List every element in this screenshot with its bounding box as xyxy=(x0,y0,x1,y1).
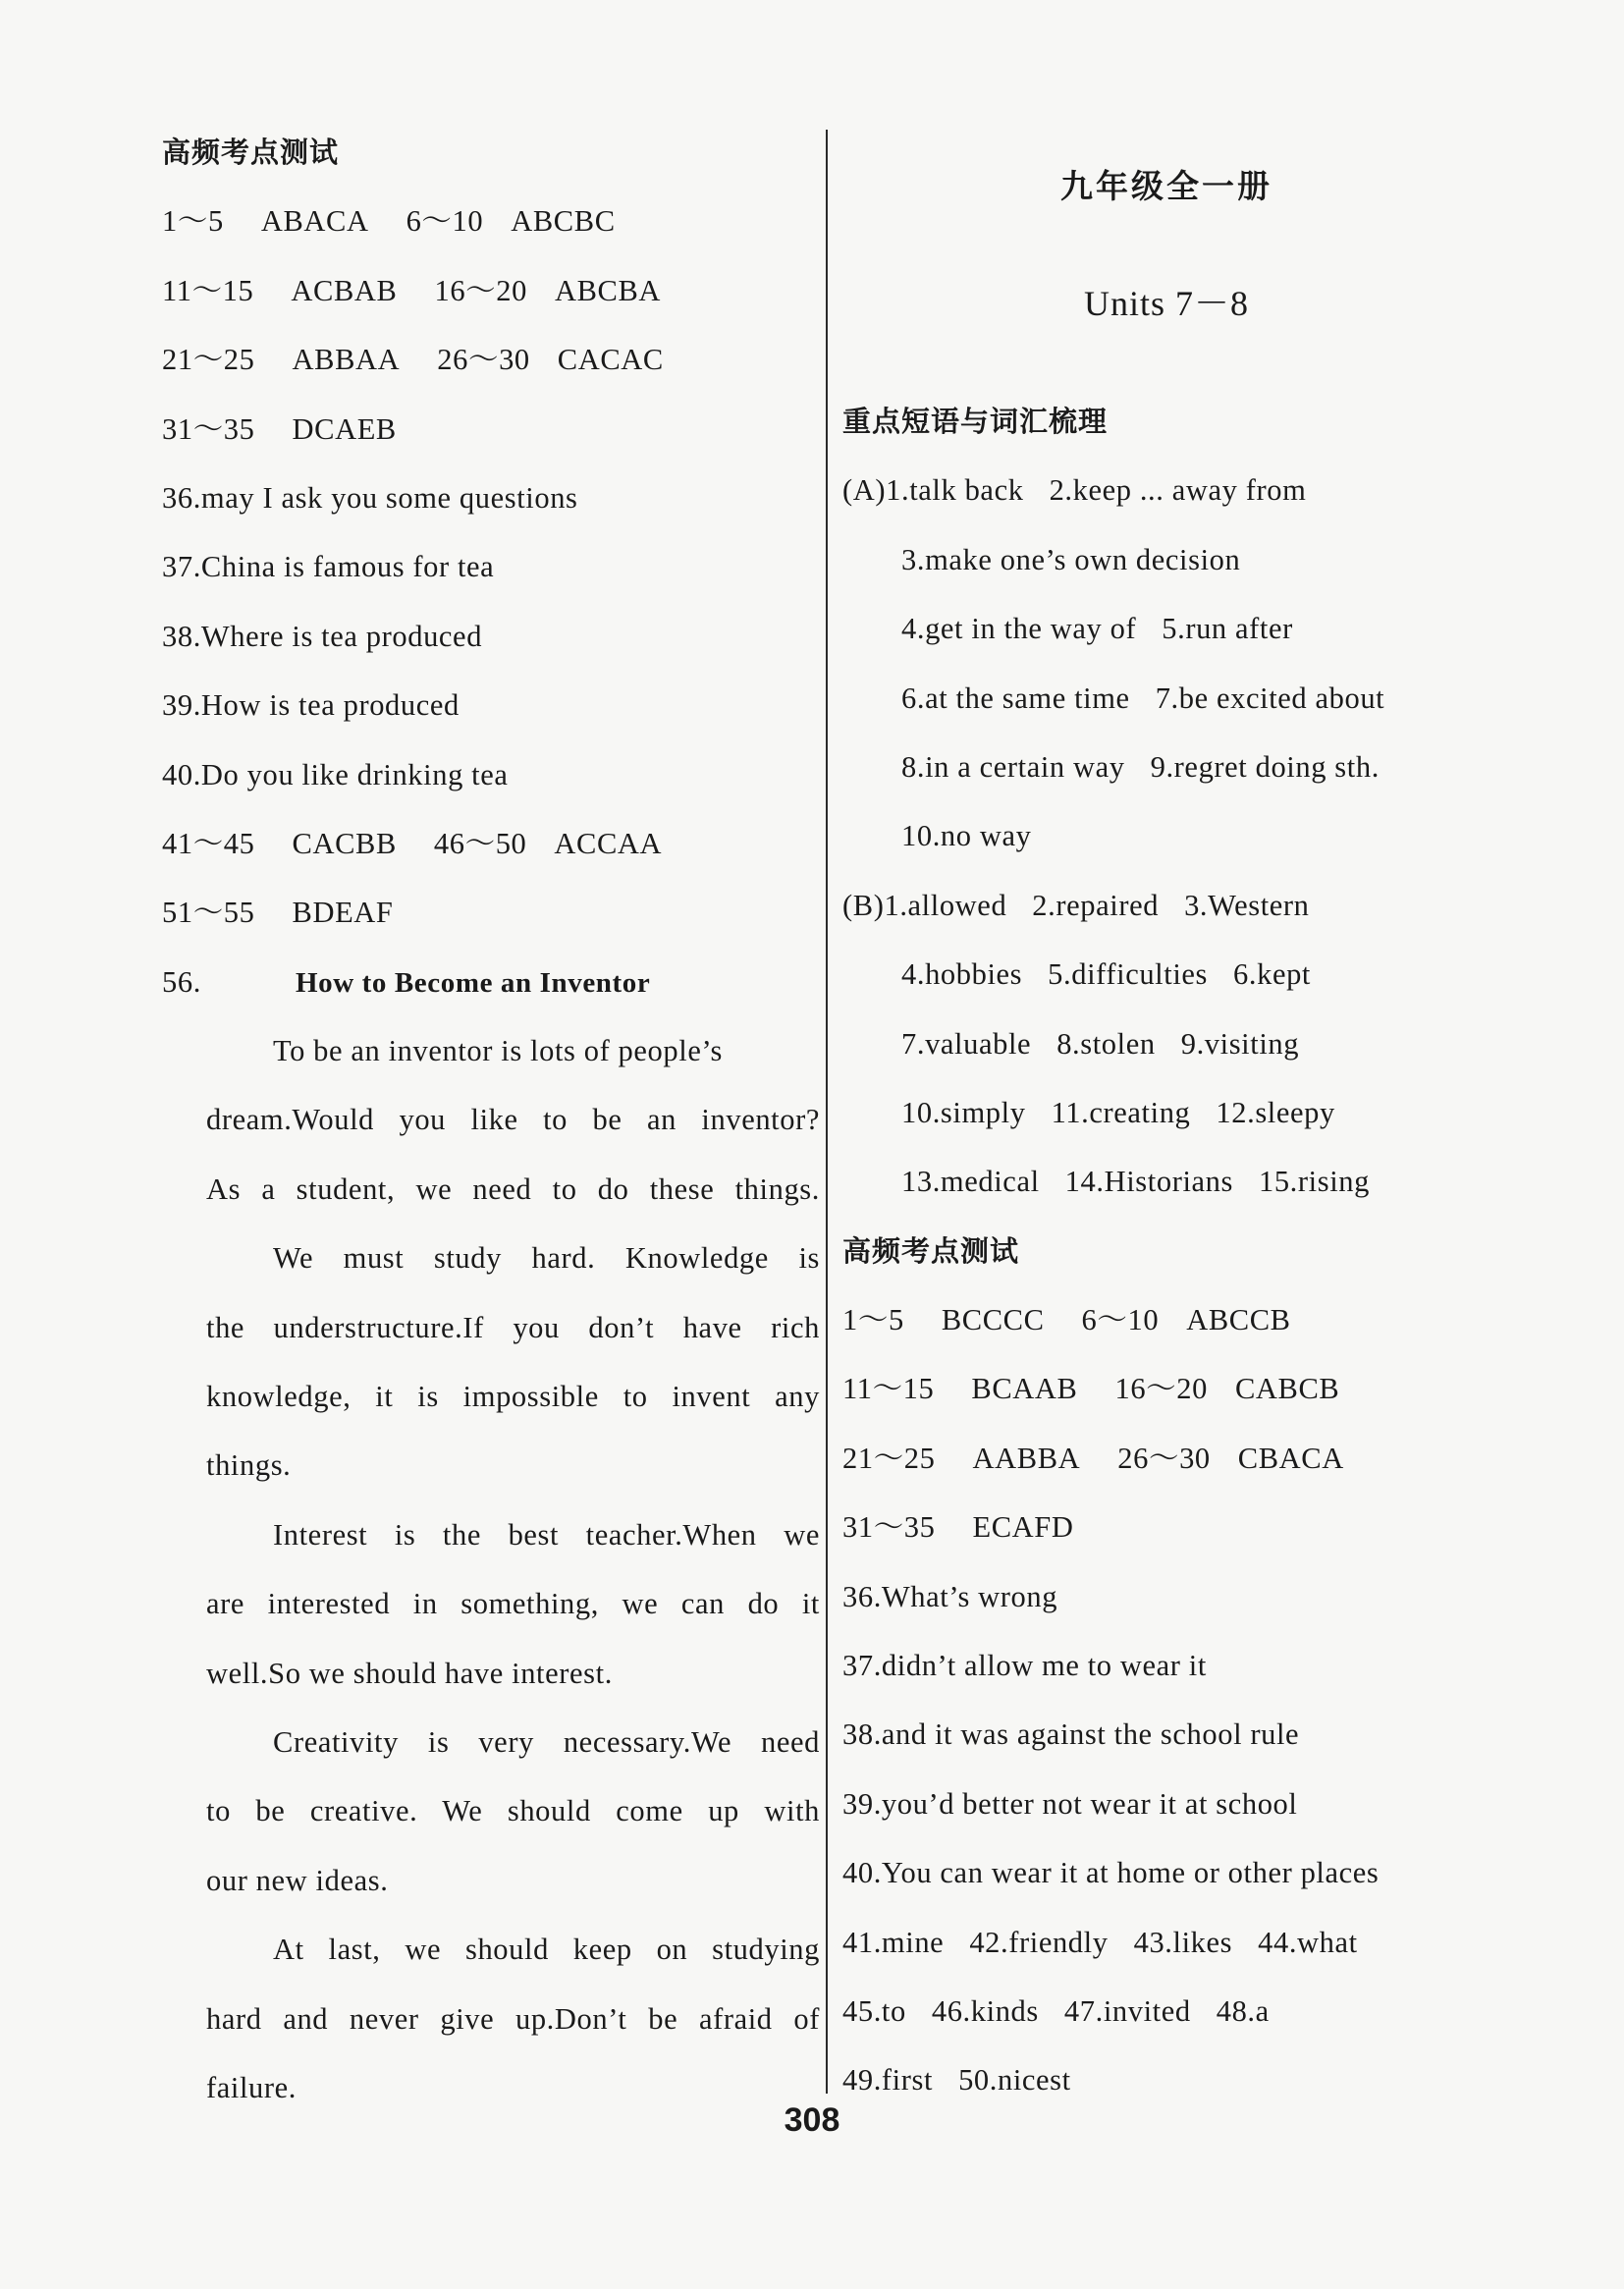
essay-line: hard and never give up.Don’t be afraid of xyxy=(206,2001,820,2036)
part-label: (A) xyxy=(842,473,887,508)
answer-row xyxy=(842,1493,1490,1561)
answer-letters: ABBAA xyxy=(292,343,401,377)
answer-range: 21～25 xyxy=(842,1441,936,1475)
essay-line: To be an inventor is lots of people’s xyxy=(273,1034,724,1068)
essay-line: At last, we should keep on studying xyxy=(273,1933,820,1967)
word-item: 12.sleepy xyxy=(1216,1095,1335,1129)
answer-row xyxy=(162,187,820,255)
answer-letters: ABCCB xyxy=(1186,1303,1291,1337)
sentence-answer: 37.China is famous for tea xyxy=(162,550,495,584)
units-title: Units 7－8 xyxy=(1083,284,1249,323)
answer-range: 26～30 xyxy=(1117,1441,1211,1475)
essay-line: failure. xyxy=(206,2070,298,2104)
sentence-answer: 38.and it was against the school rule xyxy=(842,1717,1300,1752)
section-heading-test: 高频考点测试 xyxy=(842,1233,1020,1268)
phrase-row xyxy=(842,733,1490,801)
right-column xyxy=(842,118,1490,2115)
essay-line: our new ideas. xyxy=(206,1863,389,1897)
answer-row xyxy=(162,809,820,878)
sentence-answer: 36.What’s wrong xyxy=(842,1579,1058,1613)
word-answer: 46.kinds xyxy=(931,1993,1039,2028)
phrase-item: 4.get in the way of xyxy=(901,612,1137,646)
answer-range: 16～20 xyxy=(434,273,527,307)
answer-range: 46～50 xyxy=(433,826,527,860)
phrase-row xyxy=(842,664,1490,733)
page-number: 308 xyxy=(784,2101,840,2139)
answer-row xyxy=(842,1424,1490,1493)
answer-letters: DCAEB xyxy=(292,411,397,446)
word-answer: 41.mine xyxy=(842,1925,945,1959)
sentence-answer: 36.may I ask you some questions xyxy=(162,480,578,515)
word-item: 4.hobbies xyxy=(901,957,1023,992)
essay-line: to be creative. We should come up with xyxy=(206,1794,820,1828)
word-row xyxy=(842,1009,1490,1078)
word-item: 8.stolen xyxy=(1056,1026,1156,1061)
word-row xyxy=(842,871,1490,940)
answer-letters: BCCCC xyxy=(941,1303,1045,1337)
answer-letters: BDEAF xyxy=(292,896,394,930)
answer-letters: ECAFD xyxy=(972,1510,1074,1545)
answer-range: 41～45 xyxy=(162,826,255,860)
essay-line: things. xyxy=(206,1448,292,1483)
answer-row xyxy=(162,256,820,325)
phrase-row xyxy=(842,525,1490,594)
phrase-item: 3.make one’s own decision xyxy=(901,542,1241,576)
answer-letters: ABCBA xyxy=(554,273,662,307)
essay-line: We must study hard. Knowledge is xyxy=(273,1241,820,1276)
word-item: 13.medical xyxy=(901,1165,1040,1199)
essay-line: As a student, we need to do these things. xyxy=(206,1172,820,1206)
sentence-answer: 39.How is tea produced xyxy=(162,688,460,723)
essay-number: 56. xyxy=(162,964,201,999)
answer-range: 11～15 xyxy=(162,273,254,307)
word-item: 3.Western xyxy=(1184,888,1310,922)
left-column xyxy=(162,118,820,2122)
column-divider xyxy=(826,130,828,2094)
answer-letters: CBACA xyxy=(1237,1441,1344,1475)
word-answer-row xyxy=(842,1908,1490,1977)
answer-letters: ABACA xyxy=(260,204,369,239)
sentence-answer: 40.You can wear it at home or other places xyxy=(842,1856,1380,1890)
word-item: 10.simply xyxy=(901,1095,1026,1129)
answer-row xyxy=(162,395,820,463)
word-item: 6.kept xyxy=(1233,957,1312,992)
answer-range: 51～55 xyxy=(162,896,255,930)
answer-range: 1～5 xyxy=(842,1303,904,1337)
word-answer: 42.friendly xyxy=(969,1925,1109,1959)
sentence-answer: 37.didn’t allow me to wear it xyxy=(842,1649,1207,1683)
section-heading-test: 高频考点测试 xyxy=(162,136,340,169)
answer-letters: CABCB xyxy=(1234,1372,1340,1406)
word-answer-row xyxy=(842,1977,1490,2045)
answer-letters: ACBAB xyxy=(291,273,398,307)
essay-title-row xyxy=(162,948,820,1016)
sentence-answer: 39.you’d better not wear it at school xyxy=(842,1786,1298,1821)
sentence-answer: 38.Where is tea produced xyxy=(162,619,483,653)
phrase-item: 7.be excited about xyxy=(1155,681,1385,715)
phrase-item: 1.talk back xyxy=(886,473,1024,508)
word-item: 1.allowed xyxy=(884,888,1007,922)
section-heading-vocab: 重点短语与词汇梳理 xyxy=(842,405,1109,438)
answer-row xyxy=(162,878,820,947)
answer-row xyxy=(842,1285,1490,1354)
phrase-row xyxy=(842,594,1490,663)
answer-range: 26～30 xyxy=(437,343,530,377)
word-row xyxy=(842,940,1490,1008)
essay-line: the understructure.If you don’t have rich xyxy=(206,1310,820,1344)
word-answer: 47.invited xyxy=(1063,1993,1191,2028)
word-answer: 50.nicest xyxy=(958,2063,1071,2098)
word-item: 2.repaired xyxy=(1032,888,1160,922)
word-answer: 48.a xyxy=(1216,1993,1270,2028)
word-answer: 44.what xyxy=(1258,1925,1358,1959)
answer-letters: AABBA xyxy=(972,1441,1081,1475)
answer-range: 11～15 xyxy=(842,1372,935,1406)
essay-title: How to Become an Inventor xyxy=(296,966,651,999)
answer-letters: CACAC xyxy=(557,343,664,377)
phrase-item: 8.in a certain way xyxy=(901,749,1125,784)
word-item: 7.valuable xyxy=(901,1026,1032,1061)
word-answer: 49.first xyxy=(842,2063,934,2098)
word-item: 9.visiting xyxy=(1180,1026,1300,1061)
answer-letters: BCAAB xyxy=(971,1372,1078,1406)
essay-line: knowledge, it is impossible to invent any xyxy=(206,1380,820,1414)
essay-line: Creativity is very necessary.We need xyxy=(273,1724,820,1759)
answer-row xyxy=(842,1354,1490,1423)
word-item: 15.rising xyxy=(1258,1165,1370,1199)
sentence-answer: 40.Do you like drinking tea xyxy=(162,757,509,791)
answer-range: 31～35 xyxy=(842,1510,936,1545)
phrase-row xyxy=(842,801,1490,870)
essay-line: well.So we should have interest. xyxy=(206,1656,613,1690)
phrase-item: 9.regret doing sth. xyxy=(1150,749,1380,784)
word-row xyxy=(842,1078,1490,1147)
answer-letters: ABCBC xyxy=(511,204,616,239)
answer-range: 6～10 xyxy=(1081,1303,1160,1337)
word-item: 5.difficulties xyxy=(1048,957,1209,992)
answer-row xyxy=(162,325,820,394)
word-row xyxy=(842,1147,1490,1216)
word-item: 14.Historians xyxy=(1064,1165,1233,1199)
phrase-item: 2.keep ... away from xyxy=(1049,473,1307,508)
phrase-item: 10.no way xyxy=(901,819,1032,853)
word-item: 11.creating xyxy=(1051,1095,1191,1129)
answer-range: 6～10 xyxy=(406,204,484,239)
part-label: (B) xyxy=(842,888,885,922)
phrase-item: 5.run after xyxy=(1162,612,1293,646)
answer-letters: CACBB xyxy=(292,826,397,860)
essay-line: Interest is the best teacher.When we xyxy=(273,1517,820,1552)
word-answer: 43.likes xyxy=(1133,1925,1233,1959)
answer-letters: ACCAA xyxy=(554,826,663,860)
phrase-item: 6.at the same time xyxy=(901,681,1130,715)
phrase-row xyxy=(842,456,1490,524)
answer-range: 31～35 xyxy=(162,411,255,446)
answer-range: 21～25 xyxy=(162,343,255,377)
book-title: 九年级全一册 xyxy=(1060,167,1272,205)
essay-line: dream.Would you like to be an inventor? xyxy=(206,1103,820,1137)
word-answer: 45.to xyxy=(842,1993,906,2028)
essay-line: are interested in something, we can do it xyxy=(206,1587,820,1621)
answer-range: 1～5 xyxy=(162,204,224,239)
answer-range: 16～20 xyxy=(1114,1372,1208,1406)
